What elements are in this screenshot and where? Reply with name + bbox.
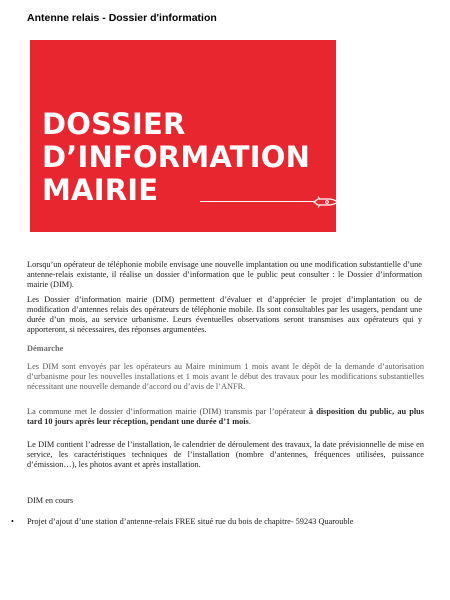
- dim-description-paragraph: Les Dossier d’information mairie (DIM) permettent d’évaluer et d’apprécier le projet d’implantation ou de modification d’antennes relais des opérateurs de téléphonie mobile. Ils sont consultables par les usagers, pendant une durée d’un mois, au service urbanisme. Leurs éventuelles observations seront transmises aux opérateurs qui y apporteront, si nécessaires, des réponses argumentées.: [27, 295, 422, 334]
- commune-text-bold: à disposition du public, au plus tard 10 jours après leur réception, pendant une durée d’1 mois: [27, 407, 424, 426]
- demarche-paragraph: Les DIM sont envoyés par les opérateurs au Maire minimum 1 mois avant le dépôt de la demande d’autorisation d’urbanisme pour les nouvelles installations et 1 mois avant le début des travaux pour les modifications substantielles nécessitant une nouvelle demande d’accord ou d’avis de l’ANFR.: [27, 362, 424, 391]
- banner-title: [42, 108, 310, 207]
- commune-text-end: .: [248, 417, 251, 426]
- dim-en-cours-heading: DIM en cours: [27, 496, 74, 505]
- list-item[interactable]: Projet d’ajout d’une station d’antenne-relais FREE situé rue du bois de chapitre- 59243 Quarouble: [27, 517, 354, 526]
- commune-paragraph: [27, 407, 424, 427]
- rocket-icon: [312, 196, 338, 208]
- banner-line-1: DOSSIER: [42, 107, 186, 141]
- banner-divider: [200, 201, 314, 202]
- list-bullet: •: [11, 517, 14, 526]
- dossier-banner: [30, 40, 336, 232]
- banner-line-3: MAIRIE: [42, 173, 159, 207]
- commune-text: La commune met le dossier d’information mairie (DIM) transmis par l’opérateur: [27, 407, 309, 416]
- page-title: Antenne relais - Dossier d'information: [27, 12, 217, 24]
- intro-paragraph: Lorsqu’un opérateur de téléphonie mobile envisage une nouvelle implantation ou une modification substantielle d’une antenne-relais existante, il réalise un dossier d’information que le public peut consulter : le Dossier d’information mairie (DIM).: [27, 260, 422, 289]
- dim-content-paragraph: Le DIM contient l’adresse de l’installation, le calendrier de déroulement des travaux, la date prévisionnelle de mise en service, les caractéristiques techniques de l’installation (nombre d’antennes, fréquences utilisées, puissance d’émission…), les photos avant et après installation.: [27, 440, 424, 469]
- demarche-heading: Démarche: [27, 344, 64, 353]
- banner-line-2: D’INFORMATION: [42, 140, 311, 174]
